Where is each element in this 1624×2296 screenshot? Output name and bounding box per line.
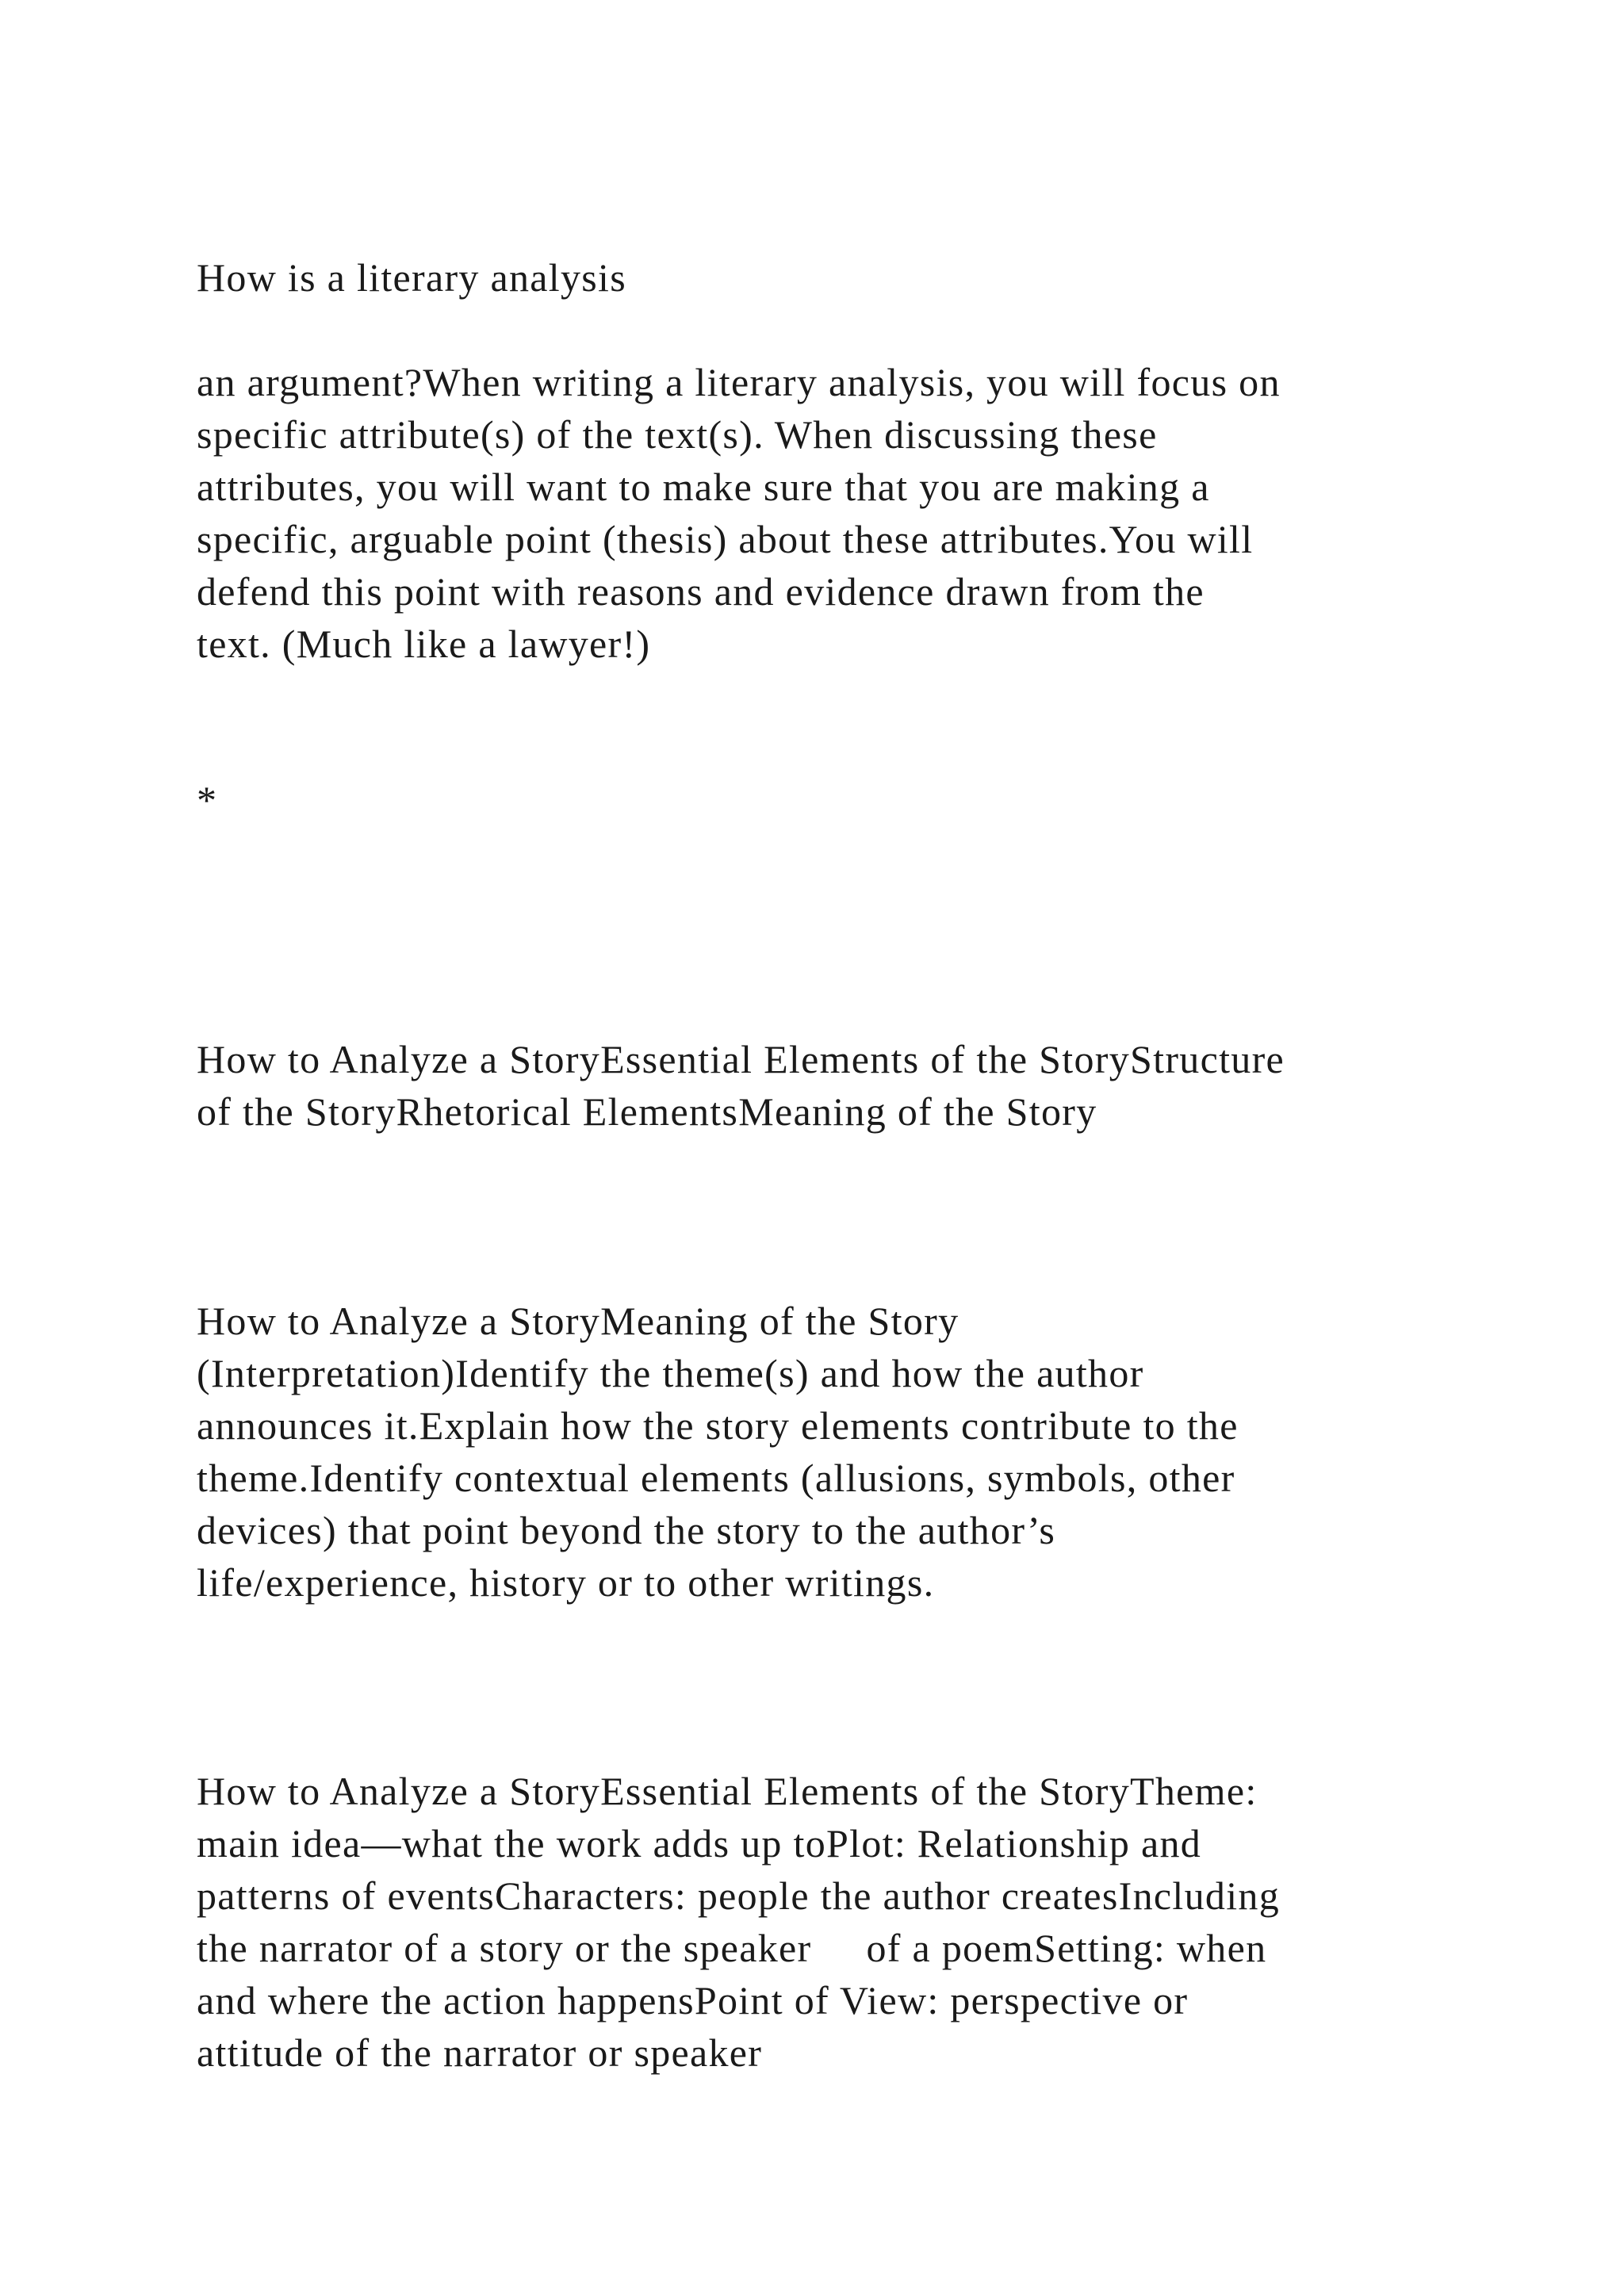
paragraph-line: How to Analyze a StoryMeaning of the Story — [197, 1299, 959, 1343]
paragraph-line: theme.Identify contextual elements (allusions, symbols, other — [197, 1456, 1235, 1500]
paragraph-line: announces it.Explain how the story elements contribute to the — [197, 1403, 1239, 1448]
paragraph-line: (Interpretation)Identify the theme(s) and how the author — [197, 1351, 1144, 1395]
paragraph-line: How to Analyze a StoryEssential Elements of the StoryTheme: — [197, 1769, 1258, 1813]
paragraph-line: life/experience, history or to other writings. — [197, 1560, 935, 1605]
paragraph-line: patterns of eventsCharacters: people the author createsIncluding — [197, 1873, 1281, 1918]
paragraph-line: attributes, you will want to make sure that you are making a — [197, 465, 1210, 509]
paragraph-line: How to Analyze a StoryEssential Elements of the StoryStructure — [197, 1037, 1285, 1081]
paragraph-line: devices) that point beyond the story to the author’s — [197, 1508, 1056, 1552]
asterisk-marker: * — [197, 778, 218, 822]
section-heading: How is a literary analysis — [197, 255, 627, 300]
paragraph-line: the narrator of a story or the speaker of a poemSetting: when — [197, 1926, 1267, 1970]
paragraph-line: text. (Much like a lawyer!) — [197, 622, 651, 666]
paragraph-line: an argument?When writing a literary analysis, you will focus on — [197, 360, 1281, 404]
paragraph-line: main idea—what the work adds up toPlot: Relationship and — [197, 1821, 1202, 1866]
paragraph-line: defend this point with reasons and evidence drawn from the — [197, 569, 1205, 614]
paragraph-line: specific attribute(s) of the text(s). When discussing these — [197, 412, 1158, 457]
paragraph-line: of the StoryRhetorical ElementsMeaning of the Story — [197, 1089, 1097, 1134]
paragraph-line: attitude of the narrator or speaker — [197, 2030, 763, 2075]
paragraph-line: specific, arguable point (thesis) about these attributes.You will — [197, 517, 1254, 561]
paragraph-line: and where the action happensPoint of View: perspective or — [197, 1978, 1189, 2022]
